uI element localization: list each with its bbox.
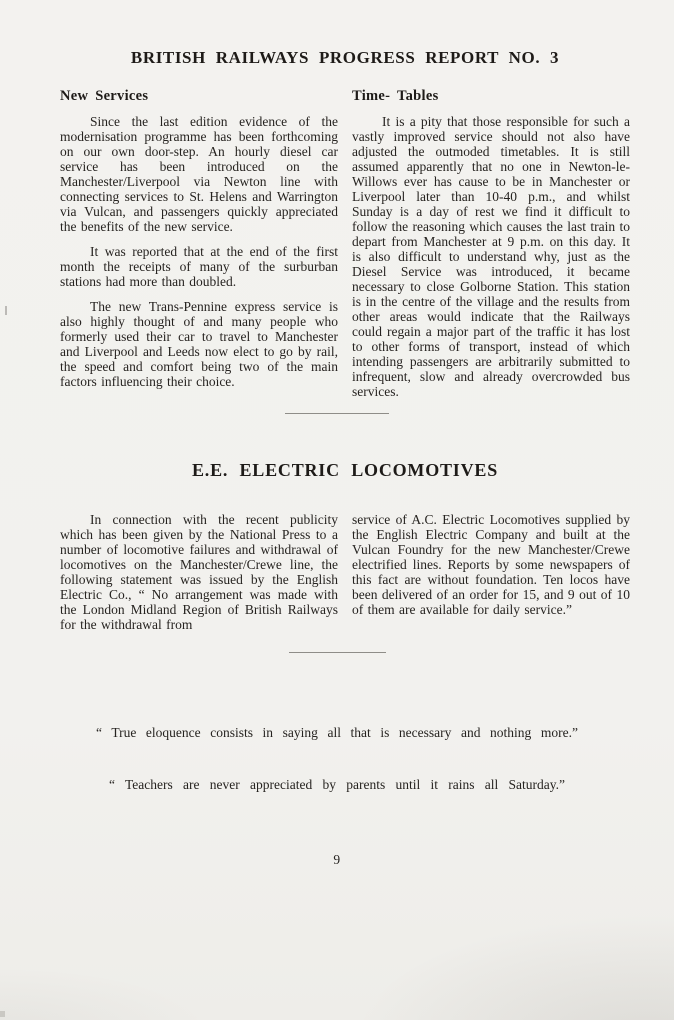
quote-eloquence: “ True eloquence consists in saying all that is necessary and nothing more.” [96,725,578,740]
quote-teachers: “ Teachers are never appreciated by parents until it rains all Saturday.” [109,777,565,792]
time-tables-heading: Time- Tables [352,88,439,104]
report-columns [60,88,630,399]
time-tables-paragraph: It is a pity that those responsible for such a vastly improved service should not also have adjusted the outmoded timetables. It is still assumed apparently that no one in Newton-le-Willows ever has cause to be in Manchester or Liverpool later than 10-40 p.m., and whilst Sunday is a day of rest we find it difficult to follow the reasoning which causes the last train to depart from Manchester at 9 p.m. on this day. It is also difficult to understand why, just as the Diesel Service was introduced, it became necessary to close Golborne Station. This station is in the centre of the village and the results from other areas would indicate that the Railways could regain a major part of the traffic it has lost to other forms of transport, instead of which intending passengers are arbitrarily submitted to infrequent, slow and already overcrowded bus services. [352,114,630,399]
electric-locomotives-paragraph: In connection with the recent publicity which has been given by the National Press to a number of locomotive failures and withdrawal of locomotives on the Manchester/Crewe line, the following statement was issued by the English Electric Co., “ No arrangement was made with the London Midland Region of British Railways for the withdrawal from [60,512,338,632]
column-time-tables [352,88,630,399]
column-new-services [60,88,338,399]
column-ee-left [60,512,338,632]
page-title: BRITISH RAILWAYS PROGRESS REPORT NO. 3 [130,48,560,67]
column-ee-right [352,512,630,632]
new-services-heading: New Services [60,88,149,104]
new-services-paragraph: Since the last edition evidence of the modernisation programme has been forthcoming on our own door-step. An hourly diesel car service has been introduced on the Manchester/Liverpool via Newton line with connecting services to St. Helens and Warrington via Vulcan, and passengers quickly appreciated the benefits of the new service. [60,114,338,234]
section-divider [285,413,389,414]
new-services-paragraph: The new Trans-Pennine express service is also highly thought of and many people who formerly used their car to travel to Manchester and Liverpool and Leeds now elect to go by rail, the speed and comfort being two of the main factors influencing their choice. [60,299,338,389]
page-number: 9 [333,852,341,867]
electric-locomotives-paragraph: service of A.C. Electric Locomotives supplied by the English Electric Company and built at the Vulcan Foundry for the new Manchester/Crewe electrified lines. Reports by some newspapers of this fact are without foundation. Ten locos have been delivered of an order for 15, and 9 out of 10 of them are available for daily service.” [352,512,630,617]
scan-artifact [5,306,7,315]
electric-locomotives-columns [60,512,630,632]
new-services-paragraph: It was reported that at the end of the first month the receipts of many of the surburban stations had more than doubled. [60,244,338,289]
section-divider [289,652,386,653]
electric-locomotives-heading: E.E. ELECTRIC LOCOMOTIVES [191,460,499,480]
scan-artifact [0,1011,5,1017]
